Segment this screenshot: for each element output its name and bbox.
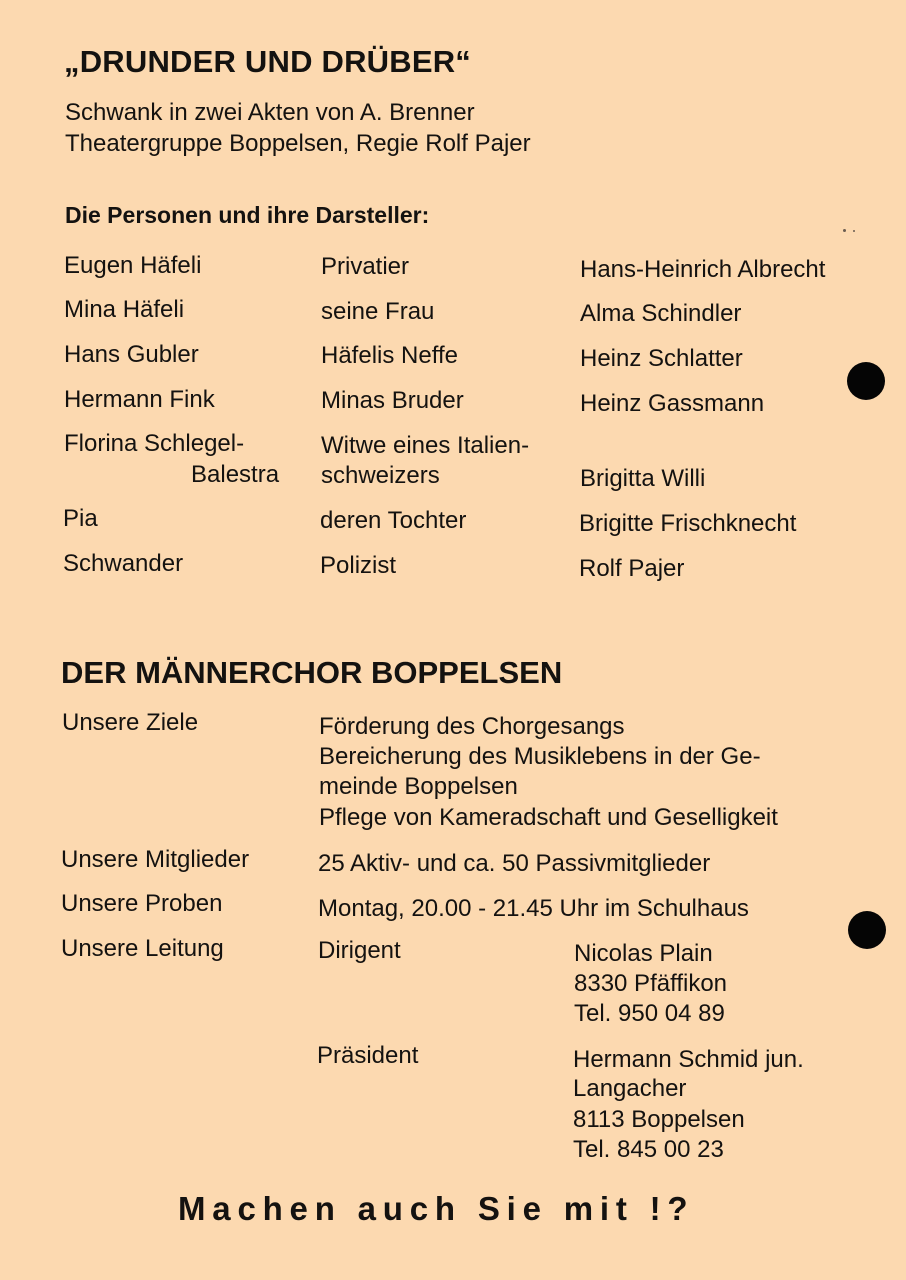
cast-role: Hermann Fink	[64, 386, 215, 413]
members-label: Unsere Mitglieder	[61, 846, 250, 873]
goal-item: meinde Boppelsen	[319, 773, 518, 800]
goals-label: Unsere Ziele	[62, 709, 199, 736]
cast-actor: Heinz Schlatter	[580, 345, 743, 372]
cast-role: Mina Häfeli	[64, 296, 185, 323]
president-name: Hermann Schmid jun.	[573, 1046, 804, 1073]
cast-role: Florina Schlegel-	[64, 430, 245, 457]
cast-description: Polizist	[320, 552, 397, 579]
cast-description: seine Frau	[321, 298, 435, 325]
president-street: Langacher	[573, 1075, 687, 1102]
cast-description: deren Tochter	[320, 507, 467, 534]
conductor-phone: Tel. 950 04 89	[574, 1000, 725, 1027]
members-value: 25 Aktiv- und ca. 50 Passivmitglieder	[318, 850, 711, 877]
play-credits: Theatergruppe Boppelsen, Regie Rolf Pajer	[65, 130, 531, 157]
cast-actor: Alma Schindler	[580, 300, 742, 327]
president-label: Präsident	[317, 1042, 419, 1069]
cast-actor: Heinz Gassmann	[580, 390, 765, 417]
cast-actor: Hans-Heinrich Albrecht	[580, 256, 826, 283]
paper-speck	[853, 230, 855, 232]
punch-hole	[847, 362, 885, 400]
conductor-address: 8330 Pfäffikon	[574, 970, 728, 997]
conductor-name: Nicolas Plain	[574, 940, 713, 967]
rehearsals-label: Unsere Proben	[61, 890, 223, 917]
leadership-label: Unsere Leitung	[61, 935, 224, 962]
cast-role: Schwander	[63, 550, 184, 577]
punch-hole	[848, 911, 886, 949]
cast-description: Witwe eines Italien-	[321, 432, 530, 459]
paper-speck	[843, 229, 846, 232]
goal-item: Pflege von Kameradschaft und Geselligkeit	[319, 804, 778, 831]
cast-heading: Die Personen und ihre Darsteller:	[65, 202, 430, 228]
goal-item: Förderung des Chorgesangs	[319, 713, 625, 740]
cast-actor: Rolf Pajer	[579, 555, 685, 582]
cast-actor: Brigitta Willi	[580, 465, 706, 492]
president-phone: Tel. 845 00 23	[573, 1136, 724, 1163]
play-title: „DRUNDER UND DRÜBER“	[64, 44, 471, 79]
cast-description: Häfelis Neffe	[321, 342, 458, 369]
cast-role: Eugen Häfeli	[64, 252, 202, 279]
choir-title: DER MÄNNERCHOR BOPPELSEN	[61, 655, 563, 690]
cast-role-continued: Balestra	[191, 461, 280, 488]
cast-description: Minas Bruder	[321, 387, 464, 414]
conductor-label: Dirigent	[318, 937, 401, 964]
goal-item: Bereicherung des Musiklebens in der Ge-	[319, 743, 761, 770]
president-town: 8113 Boppelsen	[573, 1106, 745, 1133]
cast-role: Hans Gubler	[64, 341, 199, 368]
rehearsals-value: Montag, 20.00 - 21.45 Uhr im Schulhaus	[318, 895, 749, 922]
closing-slogan: Machen auch Sie mit !?	[178, 1190, 695, 1227]
play-subtitle: Schwank in zwei Akten von A. Brenner	[65, 99, 475, 126]
cast-role: Pia	[63, 505, 98, 532]
cast-description: Privatier	[321, 253, 410, 280]
cast-description-continued: schweizers	[321, 462, 440, 489]
cast-actor: Brigitte Frischknecht	[579, 510, 797, 537]
